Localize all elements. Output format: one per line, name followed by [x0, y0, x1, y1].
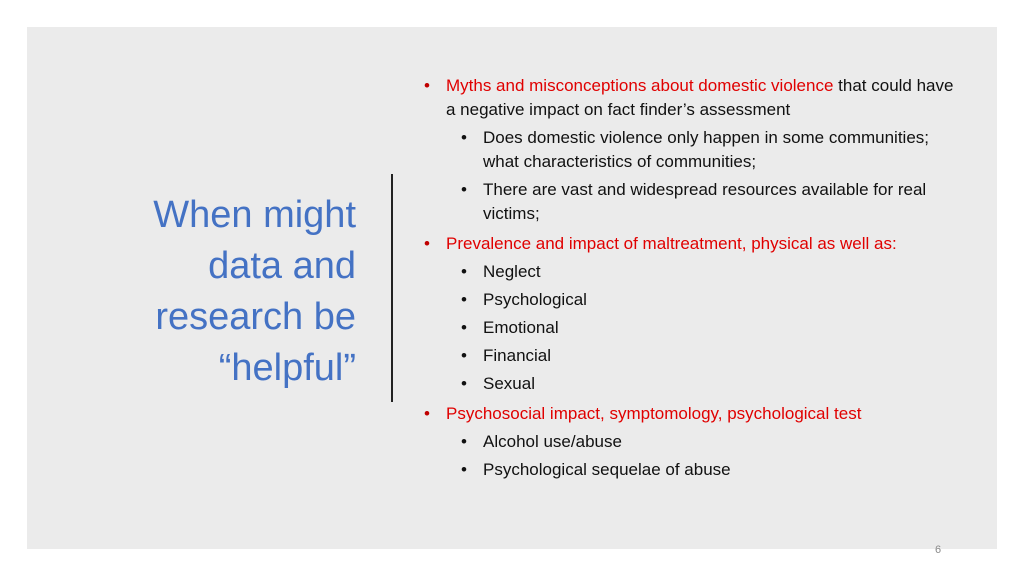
- sub-bullet-list: [446, 260, 960, 396]
- sub-bullet-text: Financial: [483, 346, 552, 365]
- sub-bullet-marker: •: [461, 460, 467, 479]
- sub-bullet-marker: •: [461, 374, 467, 393]
- bullet-highlight: Prevalence and impact of maltreatment, physical as well as:: [446, 234, 897, 253]
- sub-bullet-marker: •: [461, 432, 467, 451]
- sub-bullet-text: There are vast and widespread resources available for real victims;: [483, 180, 927, 223]
- sub-bullet-text: Emotional: [483, 318, 559, 337]
- sub-bullet-text: Psychological: [483, 290, 587, 309]
- sub-bullet-list: [446, 430, 960, 482]
- sub-bullet-marker: •: [461, 290, 467, 309]
- sub-bullet-text: Psychological sequelae of abuse: [483, 460, 731, 479]
- page-number: 6: [935, 544, 942, 556]
- sub-bullet-text: Does domestic violence only happen in some communities; what characteristics of communities;: [483, 128, 930, 171]
- sub-bullet-item: [446, 126, 960, 174]
- bullet-marker: •: [424, 234, 430, 253]
- bullet-item: [420, 74, 960, 226]
- title-line: research be: [155, 296, 356, 338]
- sub-bullet-marker: •: [461, 346, 467, 365]
- title-line: “helpful”: [218, 347, 356, 389]
- bullet-marker: •: [424, 404, 430, 423]
- sub-bullet-item: [446, 288, 960, 312]
- vertical-divider: [391, 174, 393, 402]
- sub-bullet-text: Sexual: [483, 374, 535, 393]
- slide: [27, 27, 997, 549]
- sub-bullet-text: Neglect: [483, 262, 541, 281]
- bullet-text: [446, 74, 960, 122]
- bullet-rest: that could have a negative impact on fact finder’s assessment: [446, 76, 954, 119]
- sub-bullet-item: [446, 260, 960, 284]
- bullet-marker: •: [424, 76, 430, 95]
- sub-bullet-marker: •: [461, 128, 467, 147]
- sub-bullet-item: [446, 430, 960, 454]
- sub-bullet-text: Alcohol use/abuse: [483, 432, 622, 451]
- bullet-item: [420, 402, 960, 482]
- bullet-list: [420, 74, 960, 482]
- sub-bullet-marker: •: [461, 318, 467, 337]
- sub-bullet-item: [446, 178, 960, 226]
- sub-bullet-list: [446, 126, 960, 226]
- sub-bullet-item: [446, 372, 960, 396]
- sub-bullet-marker: •: [461, 180, 467, 199]
- slide-title: [96, 190, 356, 394]
- bullet-content: [420, 74, 960, 488]
- bullet-highlight: Myths and misconceptions about domestic violence: [446, 76, 834, 95]
- bullet-highlight: Psychosocial impact, symptomology, psychological test: [446, 404, 862, 423]
- sub-bullet-item: [446, 344, 960, 368]
- title-line: When might: [153, 194, 356, 236]
- sub-bullet-item: [446, 458, 960, 482]
- title-line: data and: [208, 245, 356, 287]
- sub-bullet-item: [446, 316, 960, 340]
- bullet-item: [420, 232, 960, 396]
- sub-bullet-marker: •: [461, 262, 467, 281]
